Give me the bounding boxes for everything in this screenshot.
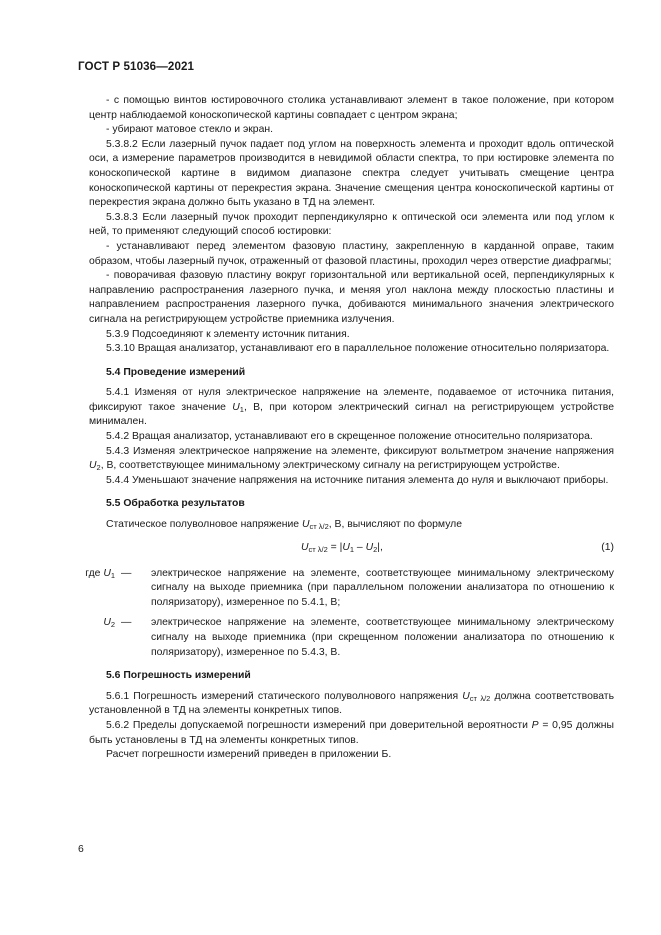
paragraph: 5.6.1 Погрешность измерений статического полуволнового напряжения $U_{ст \lambda/2}$ должна соответствовать установленной в ТД на элементы конкретных типов. (89, 690, 614, 717)
paragraph: - с помощью винтов юстировочного столика устанавливают элемент в такое положение, при котором центр наблюдаемой коноскопической картины совпадает с центром экрана; (89, 95, 614, 121)
paragraph: 5.4.2 Вращая анализатор, устанавливают его в скрещенное положение относительно поляризатора. (106, 431, 593, 443)
paragraph: Статическое полуволновое напряжение $U_{ст \lambda/2}$, В, вычисляют по формуле (106, 519, 462, 532)
paragraph: 5.3.9 Подсоединяют к элементу источник питания. (106, 328, 350, 340)
formula-expression: $U_{ст \lambda/2} = |U_1 - U_2|$, (301, 541, 383, 554)
paragraph: 5.6.2 Пределы допускаемой погрешности измерений при доверительной вероятности P = 0,95 должны быть установлены в ТД на элементы конкретных типов. (89, 719, 614, 746)
paragraph: 5.4.1 Изменяя от нуля электрическое напряжение на элементе, подаваемое от источника питания, фиксируют такое значение $U_1$, В, при котором электрический сигнал на регистрирующем устройстве минимален. (89, 387, 614, 428)
paragraph: Расчет погрешности измерений приведен в приложении Б. (106, 749, 392, 761)
definition-u1 (85, 567, 614, 611)
definition-dash: — (121, 617, 132, 629)
paragraph: 5.3.8.2 Если лазерный пучок падает под углом на поверхность элемента и проходит вдоль оптической оси, а измерение параметров производится в невидимой области спектра, то при юстировке элемента по коноскопической картине в видимом диапазоне спектра следует учитывать смещение центра коноскопической картины от перекрестия экрана. Значение смещения центра коноскопической картины от перекрестия экрана должно быть указано в ТД на элемент. (89, 138, 614, 209)
definition-symbol: $U_2$ (103, 617, 115, 630)
definition-symbol: где $U_1$ (85, 567, 115, 580)
page-number: 6 (78, 844, 84, 855)
formula-1 (89, 541, 614, 559)
document-header: ГОСТ Р 51036—2021 (78, 60, 195, 73)
definition-text: электрическое напряжение на элементе, соответствующее минимальному электрическому сигналу на выходе приемника (при скрещенном положении анализатора по отношению к поляризатору), измеренное по 5.4.3, В. (151, 617, 614, 658)
paragraph: - поворачивая фазовую пластину вокруг горизонтальной или вертикальной осей, перпендикулярных к направлению распространения лазерного пучка, и меняя угол наклона между плоскостью пластины и направлением распространения лазерного пучка, добиваются минимального значения электрического сигнала на регистрирующем устройстве приемника излучения. (89, 270, 614, 325)
paragraph: - убирают матовое стекло и экран. (106, 124, 273, 136)
paragraph: 5.4.4 Уменьшают значение напряжения на источнике питания элемента до нуля и выключают приборы. (106, 474, 609, 486)
paragraph: 5.3.10 Вращая анализатор, устанавливают его в параллельное положение относительно поляризатора. (106, 343, 610, 355)
section-heading-5-4: 5.4 Проведение измерений (106, 366, 246, 378)
section-heading-5-6: 5.6 Погрешность измерений (106, 670, 251, 682)
section-heading-5-5: 5.5 Обработка результатов (106, 498, 245, 510)
page-body (85, 94, 614, 763)
definition-text: электрическое напряжение на элементе, соответствующее минимальному электрическому сигналу на выходе приемника (при параллельном положении анализатора по отношению к поляризатору), измеренное по 5.4.1, В; (151, 567, 614, 608)
paragraph: 5.4.3 Изменяя электрическое напряжение на элементе, фиксируют вольтметром значение напряжения $U_2$, В, соответствующее минимальному электрическому сигналу на регистрирующем устройстве. (89, 445, 614, 473)
formula-number: (1) (601, 541, 614, 553)
definition-dash: — (121, 567, 132, 579)
definition-u2 (89, 616, 614, 660)
paragraph: 5.3.8.3 Если лазерный пучок проходит перпендикулярно к оптической оси элемента или под углом к ней, то применяют следующий способ юстировки: (89, 211, 614, 238)
paragraph: - устанавливают перед элементом фазовую пластину, закрепленную в карданной оправе, таким образом, чтобы лазерный пучок, отраженный от фазовой пластины, проходил через отверстие диафрагмы; (89, 240, 614, 267)
